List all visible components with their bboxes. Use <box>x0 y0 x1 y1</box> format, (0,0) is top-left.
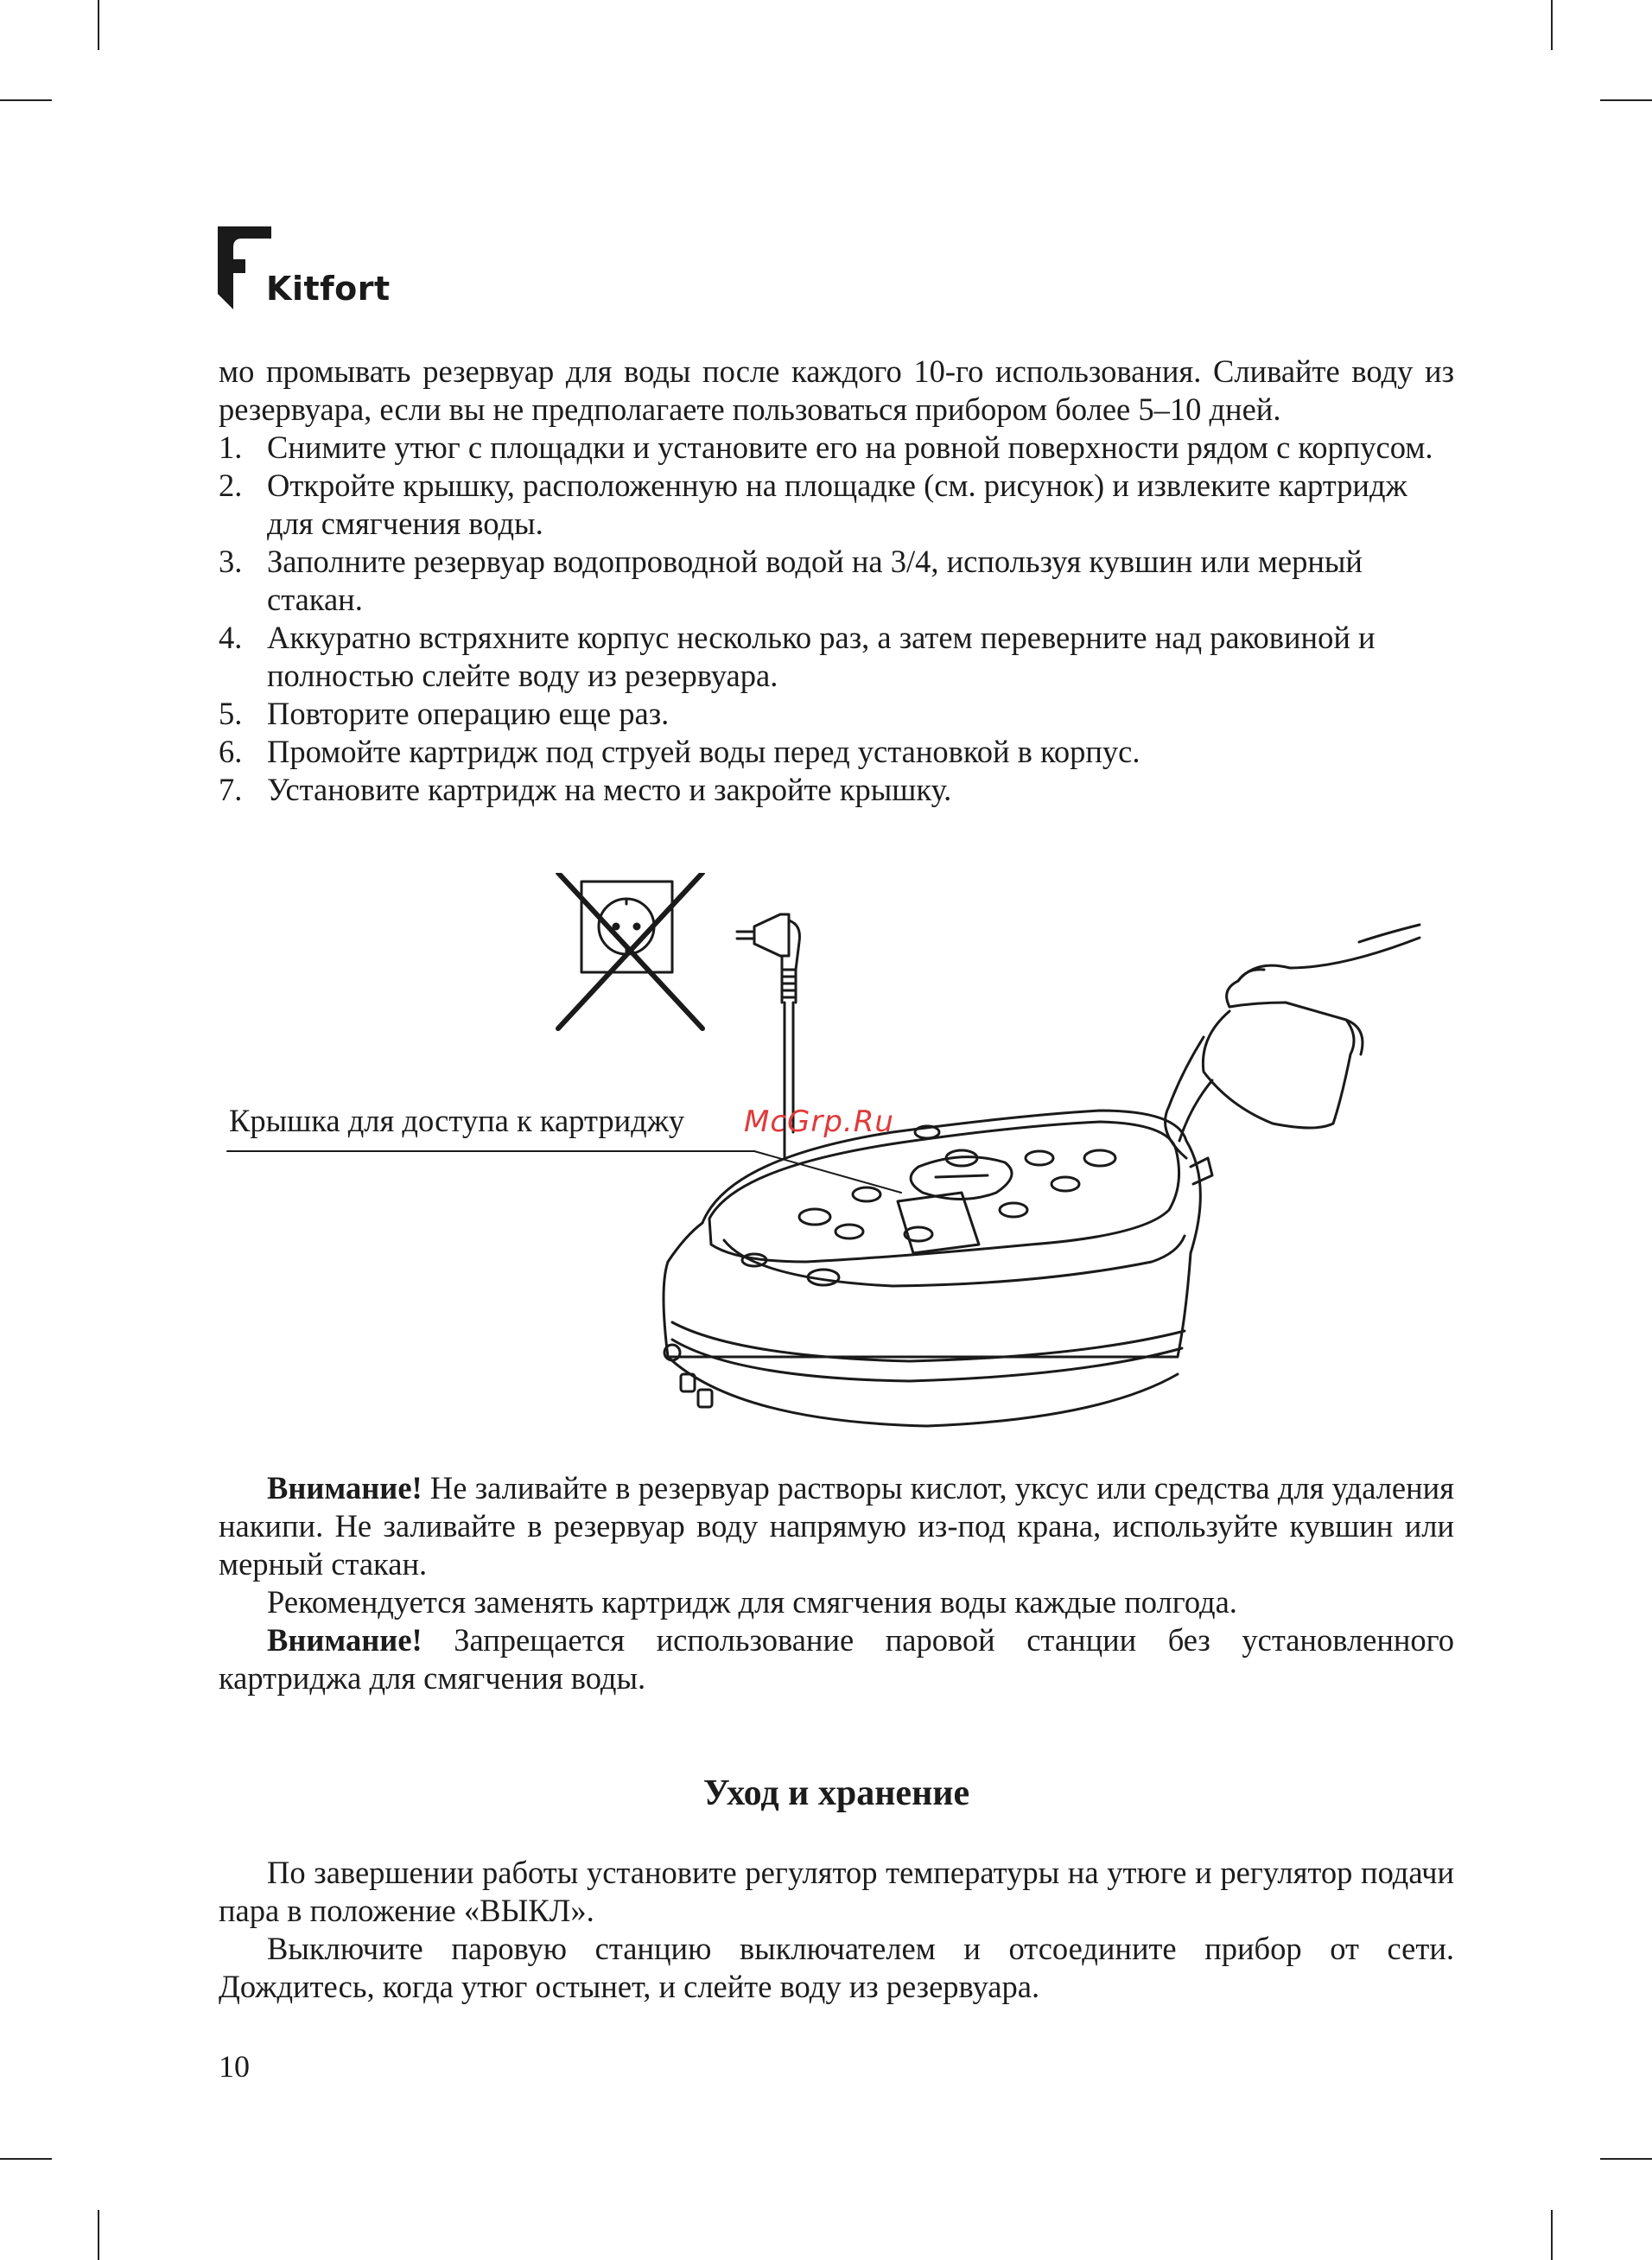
list-item: 1. Снимите утюг с площадки и установите его на ровной поверхности рядом с корпусом. <box>219 430 1433 465</box>
care-block <box>219 1854 1454 2006</box>
hand-with-jug-icon <box>1166 925 1420 1158</box>
warning-paragraph: Внимание! Не заливайте в резервуар растворы кислот, уксус или средства для удаления накипи. Не заливайте в резервуар воду напрямую из-под крана, используйте кувшин или мерный стакан. <box>219 1470 1454 1582</box>
warnings-block <box>219 1469 1454 1697</box>
recommendation-paragraph: Рекомендуется заменять картридж для смягчения воды каждые полгода. <box>267 1584 1237 1620</box>
care-paragraph: По завершении работы установите регулятор температуры на утюге и регулятор подачи пара в положение «ВЫКЛ». <box>219 1855 1454 1928</box>
steam-station-illustration <box>219 873 1471 1461</box>
care-paragraph: Выключите паровую станцию выключателем и отсоедините прибор от сети. Дождитесь, когда утюг остынет, и слейте воду из резервуара. <box>219 1931 1454 2004</box>
figure-caption: Крышка для доступа к картриджу <box>229 1103 685 1138</box>
page-number: 10 <box>219 2049 250 2084</box>
list-item: 3. Заполните резервуар водопроводной водой на 3/4, используя кувшин или мерный стакан. <box>219 544 1363 617</box>
steps-list <box>219 429 1454 809</box>
crop-mark <box>1600 2158 1652 2160</box>
warning-paragraph: Внимание! Запрещается использование паровой станции без установленного картриджа для смягчения воды. <box>219 1622 1454 1696</box>
crop-mark <box>1551 2210 1553 2260</box>
crop-mark <box>1600 99 1652 101</box>
brand-logo <box>216 225 391 311</box>
wall-socket-icon <box>581 882 672 972</box>
watermark: McGrp.Ru <box>744 1105 894 1139</box>
list-item: 6. Промойте картридж под струей воды перед установкой в корпус. <box>219 734 1141 769</box>
crop-mark <box>1551 0 1553 50</box>
brand-name: Kitfort <box>266 270 391 308</box>
crop-mark <box>0 99 52 101</box>
crop-mark <box>0 2158 52 2160</box>
list-item: 5. Повторите операцию еще раз. <box>219 696 670 731</box>
crop-mark <box>98 0 99 50</box>
list-item: 7. Установите картридж на место и закройте крышку. <box>219 772 952 807</box>
list-item: 2. Откройте крышку, расположенную на площадке (см. рисунок) и извлеките картридж для смягчения воды. <box>219 468 1407 541</box>
warning-label: Внимание! <box>267 1470 423 1506</box>
section-heading: Уход и хранение <box>702 1773 970 1813</box>
warning-label: Внимание! <box>267 1622 423 1658</box>
steam-station-base-icon <box>664 1111 1212 1426</box>
crop-mark <box>98 2210 99 2260</box>
steam-station-figure <box>219 873 1471 1461</box>
instructions-block <box>219 353 1454 809</box>
intro-paragraph: мо промывать резервуар для воды после каждого 10-го использования. Сливайте воду из резервуара, если вы не предполагаете пользоваться прибором более 5–10 дней. <box>219 353 1454 427</box>
list-item: 4. Аккуратно встряхните корпус несколько раз, а затем переверните над раковиной и полностью слейте воду из резервуара. <box>219 620 1376 693</box>
